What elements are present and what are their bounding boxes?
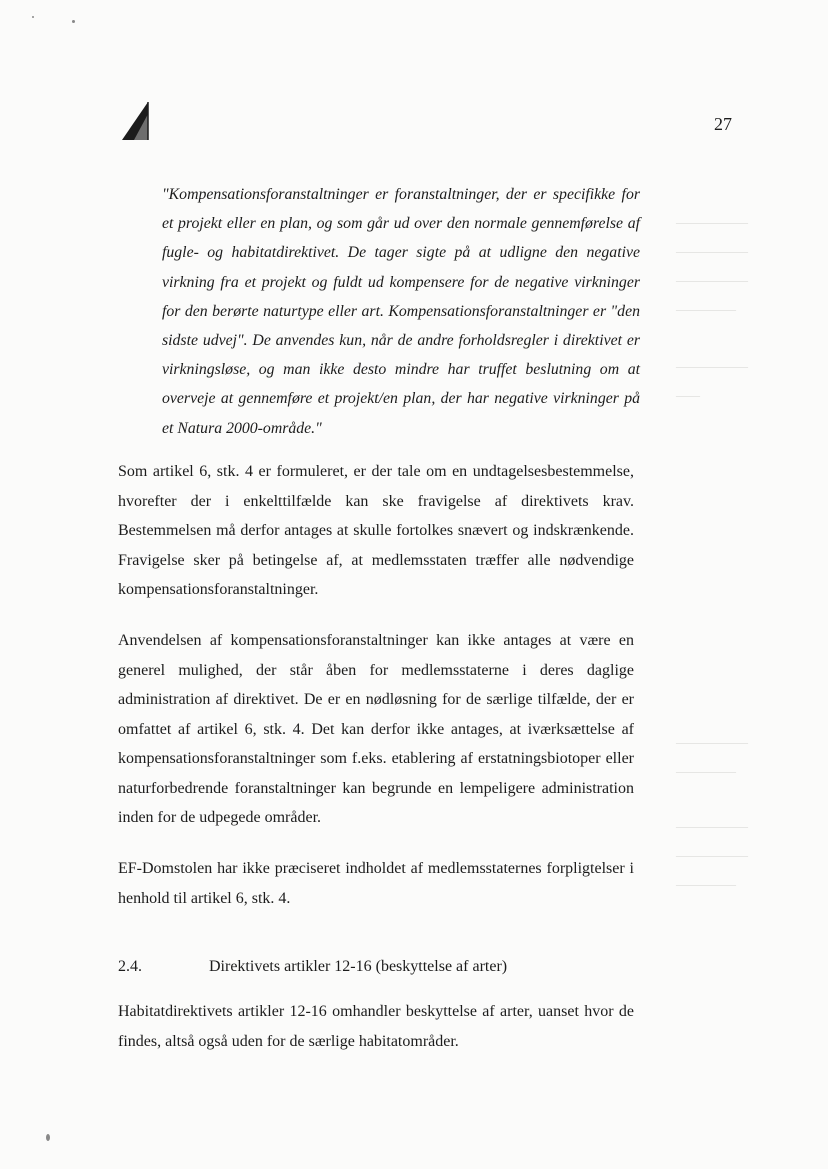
bleed-through: —————— ——	[676, 359, 748, 402]
bleed-through: —————— —————— —————— —————	[676, 215, 748, 316]
body-paragraph: EF-Domstolen har ikke præciseret indholdet af medlemsstaternes forpligtelser i henhold til artikel 6, stk. 4.	[118, 860, 634, 907]
scan-speck	[46, 1134, 50, 1141]
bleed-through: —————— —————— —————	[676, 819, 748, 891]
scan-speck	[72, 20, 75, 23]
scan-speck	[32, 16, 34, 18]
section-title: Direktivets artikler 12-16 (beskyttelse af arter)	[209, 958, 508, 975]
block-quote: "Kompensationsforanstaltninger er foranstaltninger, der er specifikke for et projekt eller en plan, og som går ud over den normale gennemførelse af fugle- og habitatdirektivet. De tager sigte på at udligne den negative virkning fra et projekt og fuldt ud kompensere for de negative virkninger for den berørte naturtype eller art. Kompensationsforanstaltninger er "den sidste udvej". De anvendes kun, når de andre forholdsregler i direktivet er virkningsløse, og man ikke desto mindre har truffet beslutning om at overveje at gennemføre et projekt/en plan, der har negative virkninger på et Natura 2000-område."	[162, 186, 640, 437]
section-number: 2.4.	[118, 958, 142, 975]
page-number: 27	[714, 114, 732, 134]
bleed-through: —————— —————	[676, 735, 748, 778]
section-paragraph: Habitatdirektivets artikler 12-16 omhandler beskyttelse af arter, uanset hvor de findes, altså også uden for de særlige habitatområder.	[118, 1003, 634, 1050]
body-paragraph: Som artikel 6, stk. 4 er formuleret, er der tale om en undtagelsesbestemmelse, hvorefter der i enkelttilfælde kan ske fravigelse af direktivets krav. Bestemmelsen må derfor antages at skulle fortolkes snævert og indskrænkende. Fravigelse sker på betingelse af, at medlemsstaten træffer alle nødvendige kompensationsforanstaltninger.	[118, 463, 634, 598]
body-paragraph: Anvendelsen af kompensationsforanstaltninger kan ikke antages at være en generel mulighed, der står åben for medlemsstaterne i deres daglige administration af direktivet. De er en nødløsning for de særlige tilfælde, der er omfattet af artikel 6, stk. 4. Det kan derfor ikke antages, at iværksættelse af kompensationsforanstaltninger som f.eks. etablering af erstatningsbiotoper eller naturforbedrende foranstaltninger kan begrunde en lempeligere administration inden for de udpegede områder.	[118, 632, 634, 826]
publisher-logo-icon	[118, 100, 150, 142]
